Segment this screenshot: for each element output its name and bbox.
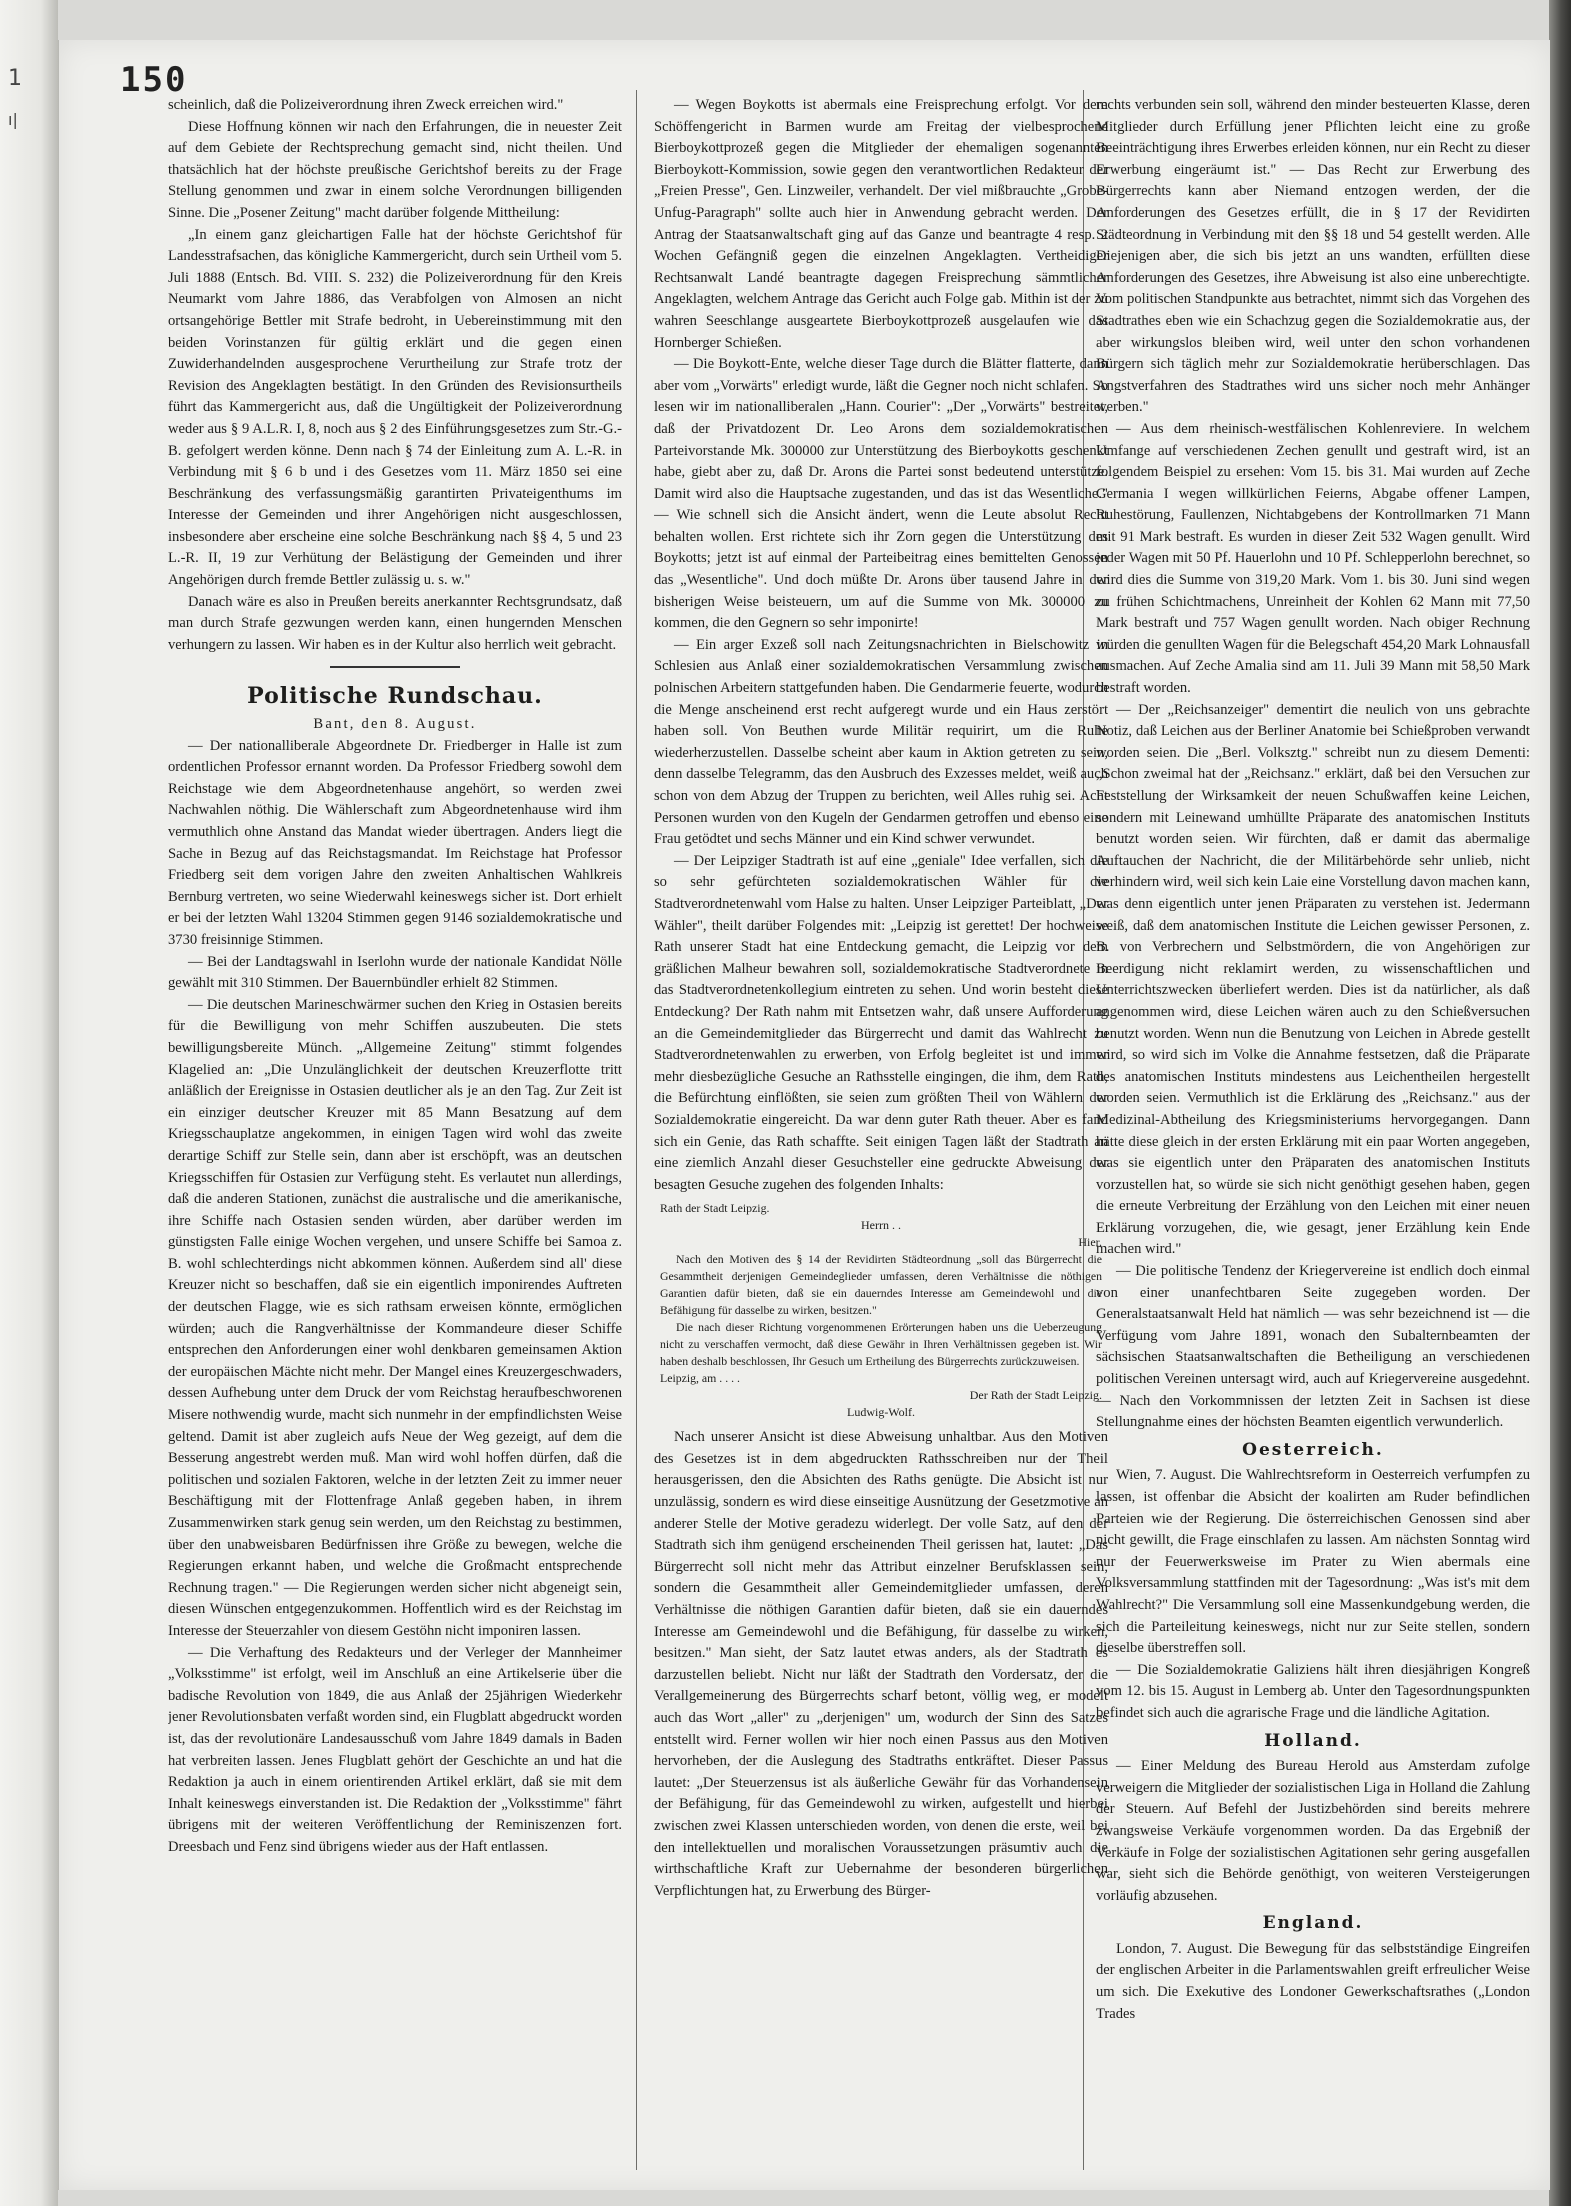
dateline: Bant, den 8. August. xyxy=(313,716,477,733)
article-paragraph: — Ein arger Exzeß soll nach Zeitungsnachrichten in Bielschowitz in Schlesien aus Anlaß einer sozialdemokratischen Versammlung zwischen polnischen Arbeitern stattgefunden haben. Die Gendarmerie feuerte, wodurch die Menge anscheinend erst recht aufgeregt wurde und ein Haus zerstört haben soll. Von Beuthen wurde Militär requirirt, um die Ruhe wiederherzustellen. Dasselbe scheint aber kaum in Aktion getreten zu sein, denn dasselbe Telegramm, das den Ausbruch des Exzesses meldet, weiß auch schon von dem Abzug der Truppen zu berichten, weil Alles ruhig sei. Acht Personen wurden von den Kugeln der Gendarmen getroffen und ebenso eine Frau getödtet und sechs Männer und ein Kind schwer verwundet. xyxy=(654,636,1108,848)
article-paragraph: Wien, 7. August. Die Wahlrechtsreform in Oesterreich verfumpfen zu lassen, ist offenbar die Absicht der koalirten am Ruder befindlichen Parteien wie der Regierung. Die österreichischen Genossen sind aber nicht gewillt, die Frage einschlafen zu lassen. Am nächsten Sonntag wird nur der Feuerwerksweise im Prater zu Wien abermals eine Volksversammlung stattfinden mit der Tagesordnung: „Was ist's mit dem Wahlrecht?" Die Versammlung soll eine Massenkundgebung werden, die sich die Parteileitung keineswegs, nicht nur zur Seite stellen, sondern dieselbe überstreffen soll. xyxy=(1096,1467,1530,1657)
section-divider xyxy=(330,666,460,668)
column-rule xyxy=(636,90,637,2170)
article-paragraph: London, 7. August. Die Bewegung für das selbstständige Eingreifen der englischen Arbeiter in die Parlamentswahlen greift erfreulicher Weise um sich. Die Exekutive des Londoner Gewerkschaftsrathes („London Trades xyxy=(1096,1940,1530,2022)
page-binding-edge xyxy=(0,0,58,2206)
letter-paragraph: Die nach dieser Richtung vorgenommenen Erörterungen haben uns die Ueberzeugung nicht zu verschaffen vermocht, daß diese Gewähr in Ihren Verhältnissen gegeben ist. Wir haben deshalb beschlossen, Ihr Gesuch um Ertheilung des Bürgerrechts zurückzuweisen. xyxy=(660,1320,1102,1369)
letter-paragraph: Nach den Motiven des § 14 der Revidirten Städteordnung „soll das Bürgerrecht die Gesammtheit derjenigen Gemeindeglieder umfassen, deren Verhältnisse die nöthigen Garantien dafür bieten, daß sie ein dauerndes Interesse am Gemeindewohl und die Befähigung für dasselbe zu wirken, besitzen." xyxy=(660,1252,1102,1318)
article-paragraph: scheinlich, daß die Polizeiverordnung ihren Zweck erreichen wird." xyxy=(168,97,564,113)
article-paragraph: — Wegen Boykotts ist abermals eine Freisprechung erfolgt. Vor dem Schöffengericht in Barmen wurde am Freitag der vielbesprochene Bierboykottprozeß gegen die Mitglieder der ehemaligen sogenannten Bierboykott-Kommission, sowie gegen den verantwortlichen Redakteur der „Freien Presse", Gen. Linzweiler, verhandelt. Der viel mißbrauchte „Grobe-Unfug-Paragraph" sollte auch hier in Anwendung gebracht werden. Der Antrag der Staatsanwaltschaft ging auf das Ganze und beantragte 4 resp. 2 Wochen Gefängniß gegen die einzelnen Angeklagten. Vertheidiger Rechtsanwalt Landé beantragte dagegen Freisprechung sämmtlicher Angeklagten, welchem Antrage das Gericht auch Folge gab. Mithin ist der zu wahren Seeschlange ausgeartete Bierboykottprozeß ausgelaufen wie das Hornberger Schießen. xyxy=(654,97,1108,351)
article-paragraph: — Der „Reichsanzeiger" dementirt die neulich von uns gebrachte Notiz, daß Leichen aus der Berliner Anatomie bei Schießproben verwandt worden seien. Die „Berl. Volksztg." schreibt nun zu diesem Dementi: „Schon zweimal hat der „Reichsanz." erklärt, daß bei den Versuchen zur Feststellung der Wirksamkeit der neuen Schußwaffen keine Leichen, sondern mit Leinewand umhüllte Präparate des anatomischen Instituts benutzt worden seien. Wir fürchten, daß er damit das abermalige Auftauchen der Nachricht, die der Militärbehörde sehr unlieb, nicht verhindern wird, weil sich kein Laie eine Vorstellung davon machen kann, was denn eigentlich unter jenen Präparaten zu verstehen ist. Jedermann weiß, daß dem anatomischen Institute die Leichen gewisser Personen, z. B. von Verbrechern und Selbstmördern, die von Angehörigen zur Beerdigung nicht reklamirt werden, zu wissenschaftlichen und Unterrichtszwecken überliefert werden. Dies ist da natürlicher, als daß angenommen wird, diese Leichen wären auch zu den Schießversuchen benutzt worden. Wenn nun die Benutzung von Leichen in Abrede gestellt wird, so wird sich im Volke die Annahme festsetzen, daß die Präparate des anatomischen Instituts mindestens aus Leichentheilen hergestellt worden seien. Vermuthlich ist die Erklärung des „Reichsanz." aus der Medizinal-Abtheilung des Kriegsministeriums hervorgegangen. Dann hätte diese gleich in der ersten Erklärung mit ein paar Worten angegeben, was sie eigentlich unter den Präparaten des anatomischen Instituts vorzustellen hat, so würde sie sich nicht genöthigt gesehen haben, gegen die erneute Verbreitung der Erzählung von den Leichen mit einer neuen Erklärung vorzugehen, die, wie gesagt, jener Erzählung kein Ende machen wird." xyxy=(1096,701,1530,1258)
letter-head: Rath der Stadt Leipzig. xyxy=(660,1201,770,1216)
article-paragraph: — Die Sozialdemokratie Galiziens hält ihren diesjährigen Kongreß vom 12. bis 15. August in Lemberg ab. Unter den Tagesordnungspunkten befindet sich auch die agrarische Frage und die ländliche Agitation. xyxy=(1096,1661,1530,1721)
article-paragraph: „In einem ganz gleichartigen Falle hat der höchste Gerichtshof für Landesstrafsachen, das königliche Kammergericht, durch sein Urtheil vom 5. Juli 1888 (Entsch. Bd. VIII. S. 232) die Polizeiverordnung für den Kreis Neumarkt vom Jahre 1886, das Verabfolgen von Almosen an nicht ortsangehörige Bettler mit Strafe bedroht, in Uebereinstimmung mit den beiden Vorinstanzen für gültig erklärt und die gegen einen Zuwiderhandelnden ausgesprochene Verurtheilung zur Strafe trotz der Revision des Angeklagten bestätigt. In den Gründen des Revisionsurtheils führt das Kammergericht aus, daß die Ungültigkeit der Polizeiverordnung weder aus § 9 A.L.R. I, 8, noch aus § 2 des Einführungsgesetzes zum Str.-G.-B. gefolgert werden könne. Denn nach § 74 der Einleitung zum A. L.-R. in Verbindung mit § 6 b und i des Gesetzes vom 11. März 1850 sei eine Beschränkung des verfassungsmäßig garantirten Privateigenthums im Interesse der Gemeinden und ihrer Angehörigen nicht ausgeschlossen, insbesondere aber erscheine eine solche Beschränkung nach §§ 4, 5 und 23 L.-R. II, 19 zur Verhütung der Belästigung der Gemeinden und ihrer Angehörigen durch fremde Bettler zulässig u. s. w." xyxy=(168,226,622,589)
article-paragraph: — Die Verhaftung des Redakteurs und der Verleger der Mannheimer „Volksstimme" ist erfolgt, weil im Anschluß an eine Artikelserie über die badische Revolution von 1849, die aus Anlaß der 25jährigen Wiederkehr jener Revolutionsbaten verfaßt worden sind, ein Flugblatt abgedruckt worden ist, das der revolutionäre Landesausschuß vom Jahre 1849 damals in Baden hat verbreiten lassen. Jenes Flugblatt gehört der Geschichte an und hat die Redaktion ja auch in einem orientirenden Artikel erklärt, daß sie mit dem Inhalt keineswegs einverstanden ist. Die Redaktion der „Volksstimme" fährt übrigens mit der weiteren Veröffentlichung der Reminiszenzen fort. Dreesbach und Fenz sind übrigens wieder aus der Haft entlassen. xyxy=(168,1644,622,1855)
country-heading: Oesterreich. xyxy=(1242,1439,1384,1460)
column-3 xyxy=(1096,95,1530,2185)
column-2 xyxy=(654,95,1108,2185)
article-paragraph: Nach unserer Ansicht ist diese Abweisung unhaltbar. Aus den Motiven des Gesetzes ist in dem abgedruckten Rathsschreiben nur der Theil herausgerissen, den die Absichten des Raths genügte. Die Absicht ist nur unzulässig, sondern es wird diese einseitige Ausnützung der Gesetzmotive an anderer Stelle der Motive geradezu widerlegt. Der volle Satz, auf den der Stadtrath sich ihm genügend erscheinenden Theil gerissen hat, lautet: „Das Bürgerrecht soll nicht mehr das Attribut einzelner Berufsklassen sein, sondern die Gesammtheit aller Gemeindemitglieder umfassen, deren Verhältnisse die nöthigen Garantien dafür bieten, daß sie ein dauerndes Interesse am Gemeindewohl und die Befähigung, für dasselbe zu wirken, besitzen." Man sieht, der Satz lautet etwas anders, als der Stadtrath es darzustellen beliebt. Nicht nur läßt der Stadtrath den Vordersatz, der die Verallgemeinerung des Bürgerrechts scharf betont, völlig weg, er modelt auch das Wort „aller" zu „derjenigen" um, wodurch der Sinn des Satzes entstellt wird. Ferner wollen wir hier noch einen Passus aus den Motiven hervorheben, der die Auslegung des Stadtraths entkräftet. Dieser Passus lautet: „Der Steuerzensus ist als äußerliche Gewähr für das Vorhandensein der Befähigung, für das Gemeindewohl zu wirken, aufgestellt und hierbei zwischen zwei Klassen unterschieden worden, von denen die erste, weil bei den intellektuellen und moralischen Voraussetzungen präsumtiv auch die wirthschaftliche Kraft zur Uebernahme der besonderen bürgerlichen Verpflichtungen hat, zu Erwerbung des Bürger- xyxy=(654,1429,1108,1899)
column-1 xyxy=(168,95,622,2185)
letter-salutation: Herrn . . xyxy=(861,1218,901,1233)
article-paragraph: — Die deutschen Marineschwärmer suchen den Krieg in Ostasien bereits für die Bewilligung von mehr Schiffen auszubeuten. Die stets bewilligungsbereite Münch. „Allgemeine Zeitung" stimmt folgendes Klagelied an: „Die Unzulänglichkeit der deutschen Kreuzerflotte tritt anläßlich der Ereignisse in Ostasien deutlicher als je an den Tag. Zur Zeit ist ein einziger deutscher Kreuzer mit 85 Mann Besatzung auf dem Kriegsschauplatze angekommen, in einigen Tagen wird wohl das zweite derartige Schiff zur Stelle sein, dann aber ist erschöpft, was an deutschen Kriegsschiffen für Ostasien zur Verfügung steht. Es verlautet nun allerdings, daß die anderen Stationen, zunächst die australische und die amerikanische, ihre Schiffe nach Ostasien senden würden, aber darüber werden im günstigsten Falle einige Wochen vergehen, und unsere Schiffe bei Samoa z. B. wohl schlechterdings nicht abkommen können. Außerdem sind all' diese Kreuzer nicht so beschaffen, daß sie ein eigentlich imponirendes Auftreten der deutschen Flagge, wie es sich rathsam erweisen könnte, ermöglichen würden; auch die Rangverhältnisse der Kommandeure dieser Schiffe entsprechen den Anforderungen einer wohl denkbaren gemeinsamen Aktion der europäischen Mächte nicht mehr. Der Mangel eines Kreuzergeschwaders, dessen Aufhebung unter dem Druck der vom Reichstag heraufbeschworenen Misere nothwendig wurde, macht sich nunmehr in der empfindlichsten Weise geltend. Damit ist aber zugleich aufs Neue der Weg gezeigt, auf dem die Besserung angestrebt werden muß. Man wird wohl hoffen dürfen, daß die politischen und sozialen Faktoren, welche in der letzten Zeit zu immer neuer Beschäftigung mit der Flottenfrage Anlaß gegeben haben, in ihrem Zusammenwirken stark genug sein werden, um den Reichstag zu bestimmen, über den unabweisbaren Bedürfnissen ihre Größe zu bewegen, welche die Regierungen erkannt haben, und welche die Großmacht entsprechende Rechnung tragen." — Die Regierungen werden sicher nicht abgeneigt sein, diesen Wünschen entgegenzukommen. Hoffentlich wird es der Reichstag im Interesse der Steuerzahler von diesem Gestöhn nicht imponiren lassen. xyxy=(168,996,622,1639)
book-spine-edge xyxy=(1549,0,1571,2206)
letter-signers: Ludwig-Wolf. xyxy=(846,1405,916,1420)
article-paragraph: — Der nationalliberale Abgeordnete Dr. Friedberger in Halle ist zum ordentlichen Professor ernannt worden. Da Professor Friedberg sowohl dem Reichstage wie dem Abgeordnetenhause angehört, so werden zwei Nachwahlen nöthig. Die Wählerschaft zum Abgeordnetenhause wird ihm vermuthlich ohne Anstand das Mandat wieder übertragen. Anders liegt die Sache in Bezug auf das Reichstagsmandat. Im Reichstage hat Professor Friedberg seit dem vorigen Jahre den zweiten Anhaltischen Wahlkreis Bernburg vertreten, wo seine Wiederwahl keineswegs sicher ist. Dort erhielt er bei der letzten Wahl 13204 Stimmen gegen 9146 sozialdemokratische und 3730 freisinnige Stimmen. xyxy=(168,737,622,948)
page-number: 150 xyxy=(120,60,188,100)
article-paragraph: Danach wäre es also in Preußen bereits anerkannter Rechtsgrundsatz, daß man durch Strafe gezwungen werden kann, einen hungernden Menschen verhungern zu lassen. Wir haben es in der Kultur also herrlich weit gebracht. xyxy=(168,593,622,653)
quoted-letter xyxy=(660,1200,1102,1421)
letter-place: Hier. xyxy=(1078,1235,1102,1250)
article-paragraph: — Aus dem rheinisch-westfälischen Kohlenreviere. In welchem Umfange auf verschiedenen Zechen genullt und gestraft wird, ist an folgendem Beispiel zu ersehen: Vom 15. bis 31. Mai wurden auf Zeche Germania I wegen willkürlichen Feierns, Abgabe offener Lampen, Ruhestörung, Faullenzen, Nichtabgebens der Kontrollmarken 71 Mann mit 91 Mark bestraft. Es wurden in dieser Zeit 532 Wagen genullt. Wird jeder Wagen mit 50 Pf. Hauerlohn und 10 Pf. Schlepperlohn berechnet, so wird dies die Summe von 319,20 Mark. Vom 1. bis 30. Juni sind wegen zu frühen Schichtmachens, Unreinheit der Kohlen 62 Mann mit 77,50 Mark bestraft und 757 Wagen genullt worden. Nach obiger Rechnung würden die genullten Wagen für die Belegschaft 454,20 Mark Lohnausfall ausmachen. Auf Zeche Amalia sind am 11. Juli 39 Mann mit 58,50 Mark bestraft worden. xyxy=(1096,420,1530,697)
binding-mark: ı| xyxy=(8,110,18,129)
letter-signature: Der Rath der Stadt Leipzig. xyxy=(969,1388,1102,1403)
binding-mark: 1 xyxy=(8,66,22,91)
article-paragraph: rechts verbunden sein soll, während den minder besteuerten Klasse, deren Mitglieder durch Erfüllung jener Pflichten leicht eine zu große Beeinträchtigung ihres Erwerbes erleiden können, nur ein Recht zu dieser Erwerbung eingeräumt ist." — Das Recht zur Erwerbung des Bürgerrechts kann aber Niemand entzogen werden, der die Anforderungen des Gesetzes erfüllt, die in § 17 der Revidirten Städteordnung in Verbindung mit den §§ 18 und 54 gestellt werden. Alle Diejenigen aber, die sich bis jetzt an uns wandten, erfüllten diese Anforderungen des Gesetzes, ihre Abweisung ist also eine unberechtigte. Vom politischen Standpunkte aus betrachtet, nimmt sich das Vorgehen des Stadtrathes eben wie ein Schachzug gegen die Sozialdemokratie aus, der aber wirkungslos bleiben wird, weil unter den schon vorhandenen Bürgern sich täglich mehr zur Sozialdemokratie herüberschlagen. Das Angstverfahren des Stadtrathes wird uns sicher noch mehr Anhänger werben." xyxy=(1096,97,1530,416)
section-title: Politische Rundschau. xyxy=(247,683,543,710)
letter-date: Leipzig, am . . . . xyxy=(660,1371,740,1386)
article-paragraph: — Der Leipziger Stadtrath ist auf eine „geniale" Idee verfallen, sich die so sehr gefürchteten sozialdemokratischen Wähler für die Stadtverordnetenwahl vom Halse zu halten. Unser Leipziger Parteiblatt, „Der Wähler", theilt darüber Folgendes mit: „Leipzig ist gerettet! Der hochweise Rath unserer Stadt hat eine Entdeckung gemacht, die Leipzig vor dem gräßlichen Malheur bewahren soll, sozialdemokratische Stadtverordnete in das Stadtverordnetenkollegium eintreten zu sehen. Und worin besteht diese Entdeckung? Der Rath nahm mit Entsetzen wahr, daß unsere Aufforderung an die Gemeindemitglieder das Bürgerrecht und damit das Wahlrecht zu Stadtverordnetenwahlen zu erwerben, von Erfolg begleitet ist und immer mehr diesbezügliche Gesuche an Rathsstelle eingingen, die ihm, dem Rath, die Befürchtung einflößten, sie seien zum größten Theil von Wählern der Sozialdemokratie eingereicht. Da war denn guter Rath theuer. Aber es fand sich ein Genie, das Rath schaffte. Seit einigen Tagen läßt der Stadtrath an eine ziemlich Anzahl dieser Gesuchsteller eine gedruckte Abweisung der besagten Gesuche zugehen des folgenden Inhalts: xyxy=(654,852,1108,1193)
article-paragraph: — Bei der Landtagswahl in Iserlohn wurde der nationale Kandidat Nölle gewählt mit 310 Stimmen. Der Bauernbündler erhielt 82 Stimmen. xyxy=(168,953,622,992)
article-paragraph: — Die Boykott-Ente, welche dieser Tage durch die Blätter flatterte, dann aber vom „Vorwärts" erledigt wurde, läßt die Gegner noch nicht schlafen. So lesen wir im nationalliberalen „Hann. Courier": „Der „Vorwärts" bestreitet, daß der Privatdozent Dr. Leo Arons dem sozialdemokratischen Parteivorstande Mk. 300000 zur Unterstützung des Bierboykotts geschenkt habe, giebt aber zu, daß Dr. Arons die Partei sonst bedeutend unterstütze. Damit wird also die Hauptsache zugestanden, und das ist das Wesentliche." — Wie schnell sich die Ansicht ändert, wenn die Leute absolut Recht behalten wollen. Erst richtete sich ihr Zorn gegen die Unterstützung des Boykotts; jetzt ist auf einmal der Parteibeitrag eines bemittelten Genossen das „Wesentliche". Und doch müßte Dr. Arons über tausend Jahre in der bisherigen Weise beisteuern, um auf die Summe von Mk. 300000 zu kommen, die den Gegnern so sehr imponirte! xyxy=(654,356,1108,632)
country-heading: England. xyxy=(1262,1913,1364,1934)
article-paragraph: — Die politische Tendenz der Kriegervereine ist endlich doch einmal von einer unanfechtbaren Seite zugegeben worden. Der Generalstaatsanwalt Held hat nämlich — was sehr bezeichnend ist — die Verfügung vom Jahre 1891, wonach den Subalternbeamten der sächsischen Staatsanwaltschaften die Betheiligung an verschiedenen politischen Vereinen untersagt wird, auch auf Kriegervereine ausgedehnt. — Nach den Vorkommnissen der letzten Zeit in Sachsen ist diese Stellungnahme eines der höchsten Beamten eigentlich verwunderlich. xyxy=(1096,1263,1530,1431)
article-paragraph: Diese Hoffnung können wir nach den Erfahrungen, die in neuester Zeit auf dem Gebiete der Rechtsprechung gemacht sind, nicht theilen. Und thatsächlich hat der höchste preußische Gerichtshof bereits zu der Frage Stellung genommen und zwar in einem solche Verordnungen billigenden Sinne. Die „Posener Zeitung" macht darüber folgende Mittheilung: xyxy=(168,118,622,221)
country-heading: Holland. xyxy=(1264,1730,1362,1751)
article-paragraph: — Einer Meldung des Bureau Herold aus Amsterdam zufolge verweigern die Mitglieder der sozialistischen Liga in Holland die Zahlung der Steuern. Auf Befehl der Justizbehörden sind bereits mehrere zwangsweise Verkäufe vorgenommen worden. Da das Ergebniß der Verkäufe in Folge der sozialistischen Agitationen sehr gering ausgefallen war, sieht sich die Behörde genöthigt, von weiteren Versteigerungen vorläufig abzusehen. xyxy=(1096,1758,1530,1904)
